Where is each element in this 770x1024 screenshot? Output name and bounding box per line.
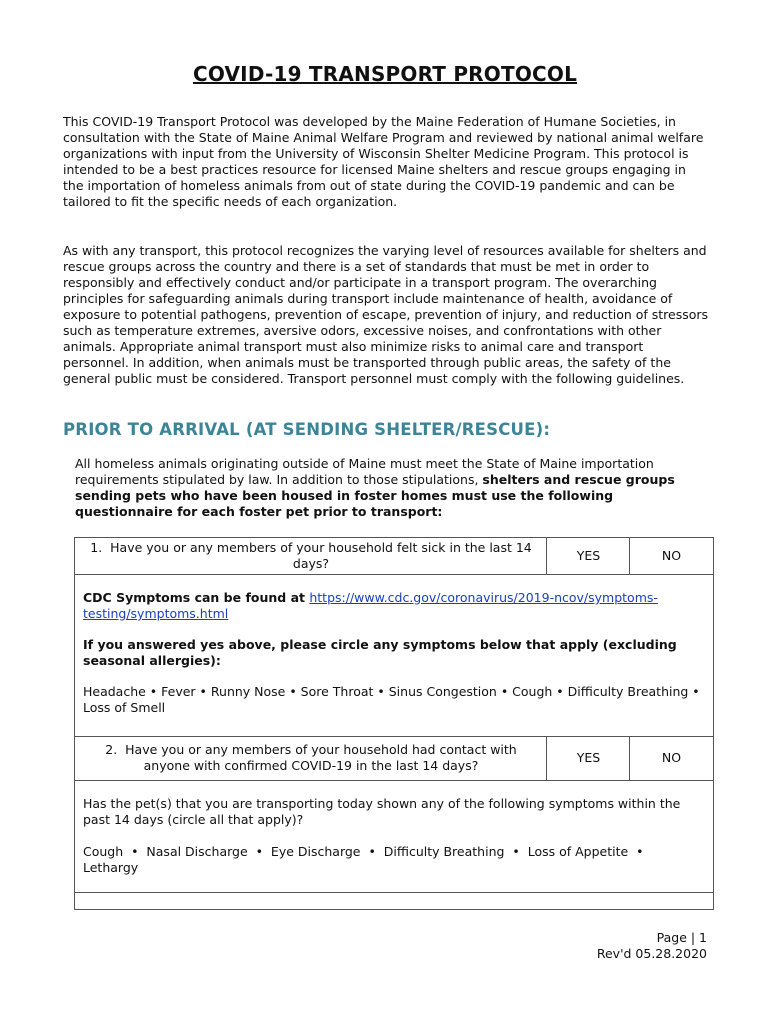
page-footer bbox=[597, 930, 707, 962]
cdc-symptoms-link[interactable]: https://www.cdc.gov/coronavirus/2019-ncov/symptoms-testing/symptoms.html bbox=[83, 590, 658, 621]
questionnaire-table bbox=[74, 537, 714, 910]
question-2-number: 2. bbox=[105, 742, 118, 757]
circle-symptoms-prompt: If you answered yes above, please circle any symptoms below that apply (excluding seasonal allergies): bbox=[83, 637, 677, 668]
question-1-number: 1. bbox=[90, 540, 103, 555]
question-1-no-option[interactable]: NO bbox=[661, 548, 682, 563]
pet-symptoms-list[interactable]: Cough • Nasal Discharge • Eye Discharge • Difficulty Breathing • Loss of Appetite • Lethargy bbox=[83, 844, 652, 875]
question-2-label: Have you or any members of your household had contact with anyone with confirmed COVID-19 in the last 14 days? bbox=[125, 742, 517, 773]
section-heading-prior-to-arrival: PRIOR TO ARRIVAL (AT SENDING SHELTER/RESCUE): bbox=[63, 420, 551, 439]
intro-paragraph-2: As with any transport, this protocol recognizes the varying level of resources available for shelters and rescue groups across the country and there is a set of standards that must be met in order to responsibly and effectively conduct and/or participate in a transport program. The overarching principles for safeguarding animals during transport include maintenance of health, avoidance of exposure to potential pathogens, prevention of escape, prevention of injury, and reduction of stressors such as temperature extremes, aversive odors, excessive noises, and confrontations with other animals. Appropriate animal transport must also minimize risks to animal care and transport personnel. In addition, when animals must be transported through public areas, the safety of the general public must be considered. Transport personnel must comply with the following guidelines. bbox=[63, 243, 709, 386]
page-number: Page | 1 bbox=[656, 930, 707, 945]
question-2-text bbox=[83, 742, 539, 774]
cdc-symptoms-block bbox=[75, 590, 713, 716]
question-2-no-option[interactable]: NO bbox=[661, 750, 682, 765]
question-1-text bbox=[83, 540, 539, 572]
pet-symptoms-block bbox=[75, 796, 713, 876]
pet-symptoms-prompt: Has the pet(s) that you are transporting today shown any of the following symptoms within the past 14 days (circle all that apply)? bbox=[83, 796, 681, 827]
question-2 bbox=[75, 736, 547, 780]
revision-date: Rev'd 05.28.2020 bbox=[596, 946, 707, 961]
cdc-symptoms-label: CDC Symptoms can be found at bbox=[83, 590, 310, 605]
human-symptoms-list[interactable]: Headache • Fever • Runny Nose • Sore Throat • Sinus Congestion • Cough • Difficulty Breathing • Loss of Smell bbox=[83, 684, 700, 715]
section-intro-bold-text: shelters and rescue groups sending pets who have been housed in foster homes must use the following questionnaire for each foster pet prior to transport: bbox=[75, 472, 675, 519]
document-title: COVID-19 TRANSPORT PROTOCOL bbox=[192, 62, 578, 86]
section-intro bbox=[75, 456, 707, 520]
question-2-yes-option[interactable]: YES bbox=[576, 750, 601, 765]
question-1-yes-option[interactable]: YES bbox=[576, 548, 601, 563]
question-1 bbox=[75, 538, 547, 574]
question-1-label: Have you or any members of your household felt sick in the last 14 days? bbox=[110, 540, 532, 571]
section-intro-text: All homeless animals originating outside of Maine must meet the State of Maine importation requirements stipulated by law. In addition to those stipulations, bbox=[75, 456, 654, 487]
intro-paragraph-1: This COVID-19 Transport Protocol was developed by the Maine Federation of Humane Societies, in consultation with the State of Maine Animal Welfare Program and reviewed by national animal welfare organizations with input from the University of Wisconsin Shelter Medicine Program. This protocol is intended to be a best practices resource for licensed Maine shelters and rescue groups engaging in the importation of homeless animals from out of state during the COVID-19 pandemic and can be tailored to fit the specific needs of each organization. bbox=[63, 114, 704, 209]
